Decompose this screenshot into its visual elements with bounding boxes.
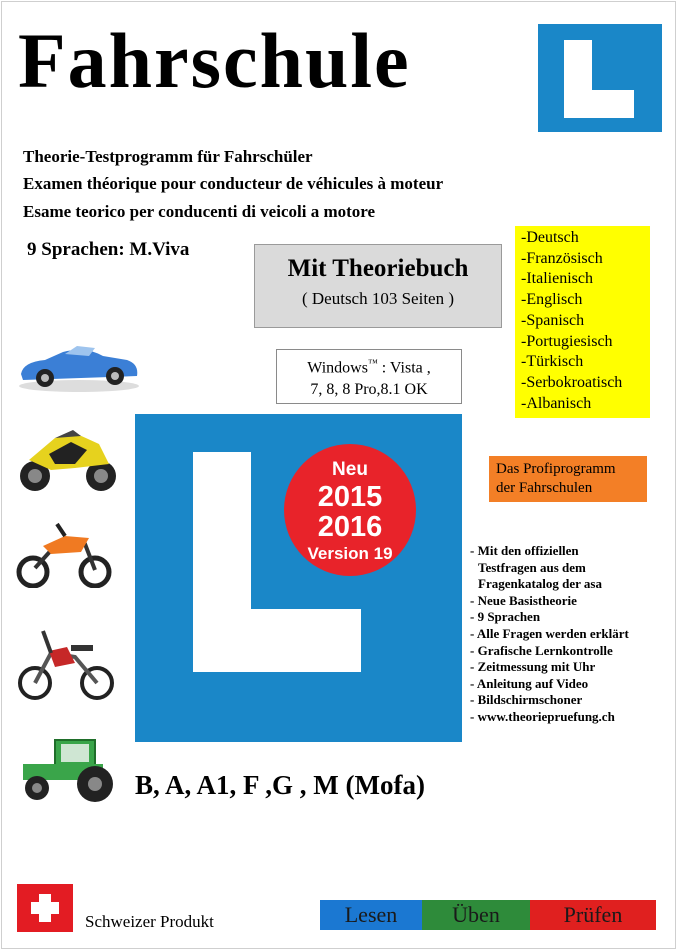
- feature-item: - Grafische Lernkontrolle: [470, 642, 613, 658]
- enduro-motorcycle-icon: [15, 518, 115, 588]
- subtitle-german: Theorie-Testprogramm für Fahrschüler: [23, 147, 313, 166]
- windows-vista: : Vista ,: [377, 359, 431, 377]
- feature-item: - www.theoriepruefung.ch: [470, 708, 615, 724]
- moped-icon: [15, 623, 117, 703]
- language-item: -Französisch: [521, 249, 603, 267]
- windows-compat-box: [276, 349, 462, 404]
- pruefen-button[interactable]: Prüfen: [530, 900, 656, 930]
- learner-l-sign-icon: [538, 24, 662, 132]
- feature-item: - Anleitung auf Video: [470, 675, 589, 691]
- trademark: ™: [367, 358, 378, 369]
- languages-list: [515, 226, 650, 418]
- car-icon: [15, 334, 143, 394]
- windows-versions: 7, 8, 8 Pro,8.1 OK: [310, 381, 428, 399]
- new-version-badge: [284, 444, 416, 576]
- subtitle-french: Examen théorique pour conducteur de véhicules à moteur: [23, 174, 444, 193]
- language-item: -Albanisch: [521, 394, 592, 412]
- feature-item: - Zeitmessung mit Uhr: [470, 659, 596, 675]
- feature-item: Testfragen aus dem: [478, 559, 586, 575]
- feature-item: - Mit den offiziellen: [470, 543, 579, 558]
- profi-line-2: der Fahrschulen: [496, 480, 593, 496]
- language-item: -Serbokroatisch: [521, 373, 623, 391]
- feature-item: - Neue Basistheorie: [470, 592, 577, 608]
- language-item: -Italienisch: [521, 270, 593, 288]
- ueben-button[interactable]: Üben: [422, 900, 530, 930]
- feature-list: [470, 543, 629, 726]
- windows-name: Windows: [307, 359, 368, 377]
- tractor-icon: [15, 736, 121, 804]
- feature-item: Fragenkatalog der asa: [478, 576, 602, 592]
- language-item: -Spanisch: [521, 311, 585, 329]
- language-item: -Portugiesisch: [521, 332, 613, 350]
- subtitle-italian: Esame teorico per conducenti di veicoli a motore: [23, 202, 376, 221]
- theory-book-note: ( Deutsch 103 Seiten ): [301, 288, 455, 308]
- language-item: -Türkisch: [521, 353, 584, 371]
- badge-year-2: 2016: [317, 511, 383, 543]
- swiss-flag-icon: [17, 884, 73, 932]
- feature-item: - Bildschirmschoner: [470, 692, 583, 708]
- language-item: -Englisch: [521, 291, 583, 309]
- language-item: -Deutsch: [521, 229, 579, 246]
- feature-item: - 9 Sprachen: [470, 609, 541, 625]
- profi-box: [489, 456, 647, 502]
- badge-year-1: 2015: [317, 481, 383, 513]
- badge-version: Version 19: [307, 544, 393, 563]
- theory-book-title: Mit Theoriebuch: [287, 255, 469, 282]
- languages-count: 9 Sprachen: M.Viva: [27, 239, 190, 260]
- theory-book-box: [254, 244, 502, 328]
- lesen-button[interactable]: Lesen: [320, 900, 422, 930]
- profi-line-1: Das Profiprogramm: [496, 461, 616, 477]
- feature-item: - Alle Fragen werden erklärt: [470, 625, 629, 641]
- sport-motorcycle-icon: [15, 424, 121, 494]
- made-in-label: Schweizer Produkt: [85, 912, 214, 931]
- license-classes: B, A, A1, F ,G , M (Mofa): [135, 770, 425, 800]
- page-title: Fahrschule: [18, 17, 411, 104]
- badge-new: Neu: [332, 459, 368, 480]
